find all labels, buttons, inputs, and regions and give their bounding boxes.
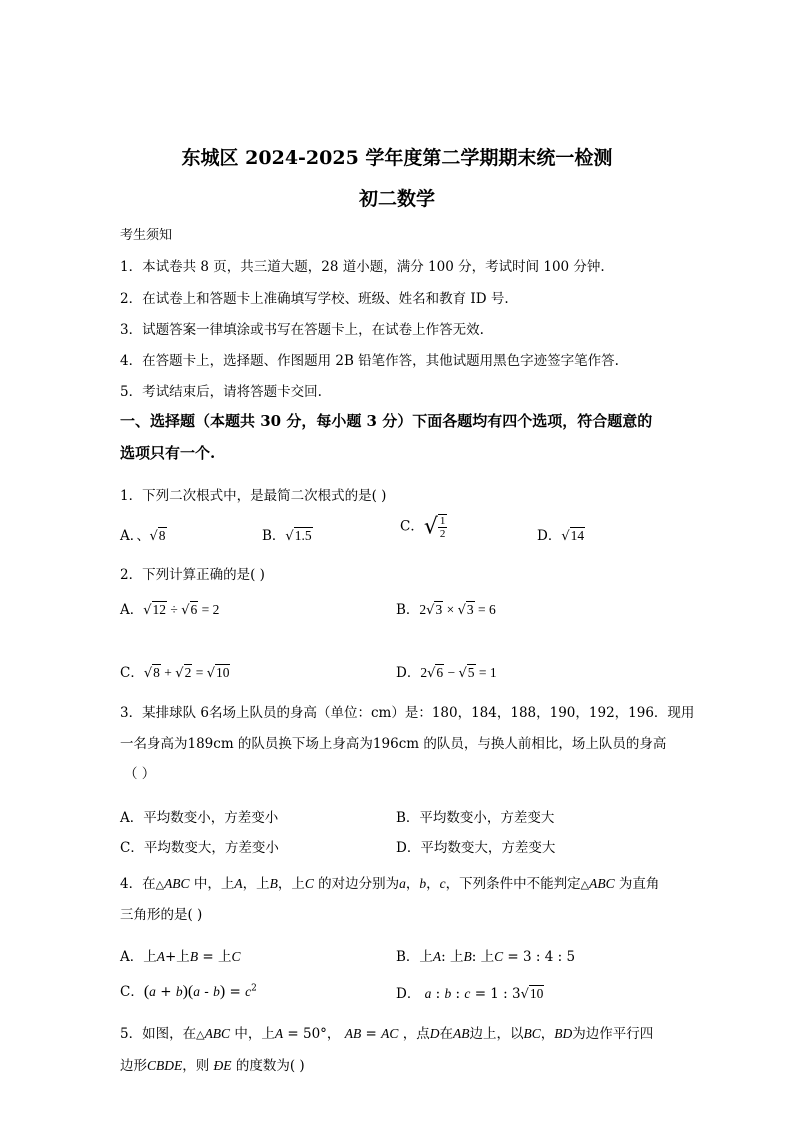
question-5-stem-line-1: 5．如图，在△ABC 中，上A = 50°， AB = AC ，点D在AB边上，以BC，BD为边作平行四 (120, 1026, 654, 1042)
question-4-option-d: D． a : b : c = 1 : 3√10 (396, 986, 544, 1002)
question-4-option-a: A．上A+上B = 上C (120, 949, 241, 965)
question-2-option-c: C．√8 + √2 = √10 (120, 665, 230, 681)
section-1-heading-line-1: 一、选择题（本题共 30 分，每小题 3 分）下面各题均有四个选项，符合题意的 (120, 412, 653, 430)
question-1-stem: 1．下列二次根式中，是最简二次根式的是( ) (120, 488, 387, 504)
question-3-stem-line-1: 3．某排球队 6名场上队员的身高（单位：cm）是：180，184，188，190，192，196．现用 (120, 705, 695, 721)
notice-heading: 考生须知 (120, 228, 173, 243)
notice-item-1: 1．本试卷共 8 页，共三道大题，28 道小题，满分 100 分，考试时间 100 分钟. (120, 259, 605, 275)
question-2-option-d: D．2√6 − √5 = 1 (396, 665, 497, 681)
question-2-option-b: B．2√3 × √3 = 6 (396, 602, 496, 618)
question-1-option-a: A．、√8 (120, 528, 166, 544)
exam-subject: 初二数学 (358, 188, 435, 210)
notice-item-5: 5．考试结束后，请将答题卡交回. (120, 384, 322, 400)
exam-title: 东城区 2024-2025 学年度第二学期期末统一检测 (181, 147, 613, 169)
question-3-option-a: A．平均数变小，方差变小 (120, 810, 279, 826)
question-4-stem-line-2: 三角形的是( ) (120, 907, 203, 923)
question-4-option-c: C．$(a + b)(a - b) = c^2$ (120, 983, 257, 1000)
notice-item-2: 2．在试卷上和答题卡上准确填写学校、班级、姓名和教育 ID 号. (120, 291, 509, 307)
question-3-option-b: B．平均数变小，方差变大 (396, 810, 555, 826)
question-3-stem-line-2: 一名身高为189cm 的队员换下场上身高为196cm 的队员，与换人前相比，场上队员的身高 (120, 736, 667, 752)
question-1-option-b: B．√1.5 (262, 528, 312, 544)
question-4-option-b: B．上A: 上B: 上C = 3 : 4 : 5 (396, 949, 576, 965)
question-1-option-c: C．√ $\frac{1}{2}$ (400, 514, 446, 540)
question-2-option-a: A．√12 ÷ √6 = 2 (120, 602, 220, 618)
question-3-option-d: D．平均数变大，方差变大 (396, 840, 556, 856)
section-1-heading-line-2: 选项只有一个. (120, 444, 216, 462)
question-5-stem-line-2: 边形CBDE，则 ÐE 的度数为( ) (120, 1058, 305, 1074)
question-1-option-d: D．√14 (537, 528, 585, 544)
question-3-stem-line-3: （ ） (124, 766, 156, 782)
question-3-option-c: C．平均数变大，方差变小 (120, 840, 279, 856)
question-4-stem-line-1: 4．在△ABC 中，上A，上B，上C 的对边分别为a，b，c，下列条件中不能判定△ABC 为直角 (120, 876, 660, 892)
question-2-stem: 2．下列计算正确的是( ) (120, 567, 265, 583)
notice-item-4: 4．在答题卡上，选择题、作图题用 2B 铅笔作答，其他试题用黑色字迹签字笔作答. (120, 353, 619, 369)
notice-item-3: 3．试题答案一律填涂或书写在答题卡上，在试卷上作答无效. (120, 322, 484, 338)
